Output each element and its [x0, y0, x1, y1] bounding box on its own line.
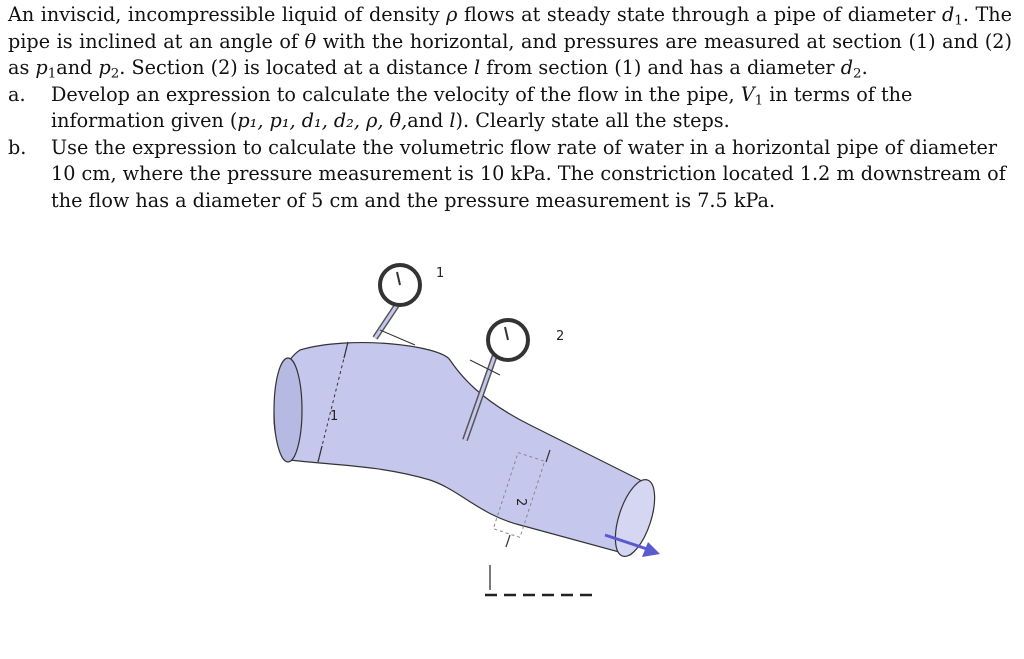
subscript: 1 — [47, 66, 57, 82]
intro-text: . The pipe is inclined at an angle of — [8, 3, 1012, 53]
symbol-p1: p — [35, 56, 48, 79]
symbol-d1: d — [941, 3, 955, 26]
symbol-rho: ρ — [446, 3, 458, 26]
intro-text: flows at steady state through a pipe of diameter — [457, 3, 942, 26]
variable-list: p₁, p₁, d₁, d₂, ρ, θ, — [237, 109, 408, 132]
pipe-figure — [260, 250, 680, 610]
section2-label: 2 — [513, 498, 528, 507]
section1-label: 1 — [330, 409, 339, 424]
symbol-l: l — [474, 56, 481, 79]
intro-text: An inviscid, incompressible liquid of density — [8, 3, 447, 26]
symbol-p2: p — [98, 56, 111, 79]
intro-text: . Section (2) is located at a distance — [119, 56, 475, 79]
part-a-text-segment: ). Clearly state all the steps. — [455, 109, 730, 132]
part-a-label: a. — [8, 82, 26, 106]
symbol-v1: V — [740, 82, 755, 106]
subscript: 1 — [754, 92, 764, 108]
symbol-d2: d — [840, 56, 853, 79]
part-a — [8, 82, 1012, 135]
pipe-diagram — [260, 250, 680, 610]
gauge1-leader — [380, 330, 415, 345]
symbol-theta: θ — [304, 29, 317, 53]
part-a-text — [51, 82, 1012, 135]
subscript: 1 — [954, 13, 963, 29]
intro-text: and — [56, 56, 99, 79]
section2-arrow-bottom — [506, 535, 510, 547]
subscript: 2 — [853, 66, 862, 82]
subscript: 2 — [110, 66, 120, 82]
intro-text: . — [861, 56, 868, 79]
part-a-text-segment: in terms of the information given ( — [51, 82, 913, 132]
part-b-text: Use the expression to calculate the volumetric flow rate of water in a horizontal pipe of diameter 10 cm, where the pressure measurement is 10 kPa. The constriction located 1.2 m downstream of the flow has a diameter of 5 cm and the pressure measurement is 7.5 kPa. — [51, 135, 1006, 212]
problem-intro — [8, 2, 1012, 82]
part-a-text-segment: and — [407, 109, 450, 132]
gauge1-label: 1 — [436, 266, 445, 281]
part-a-text-segment: Develop an expression to calculate the velocity of the flow in the pipe, — [51, 82, 741, 106]
intro-text: from section (1) and has a diameter — [480, 56, 841, 79]
pipe-body — [274, 343, 649, 555]
problem-statement — [8, 2, 1012, 214]
intro-text: with the horizontal, and pressures are measured at section (1) and (2) as — [8, 29, 1012, 79]
pipe-inlet-end — [274, 358, 302, 462]
part-b — [8, 135, 1012, 215]
symbol-l: l — [449, 109, 456, 132]
gauge2-label: 2 — [556, 329, 565, 344]
part-b-label: b. — [8, 135, 27, 159]
